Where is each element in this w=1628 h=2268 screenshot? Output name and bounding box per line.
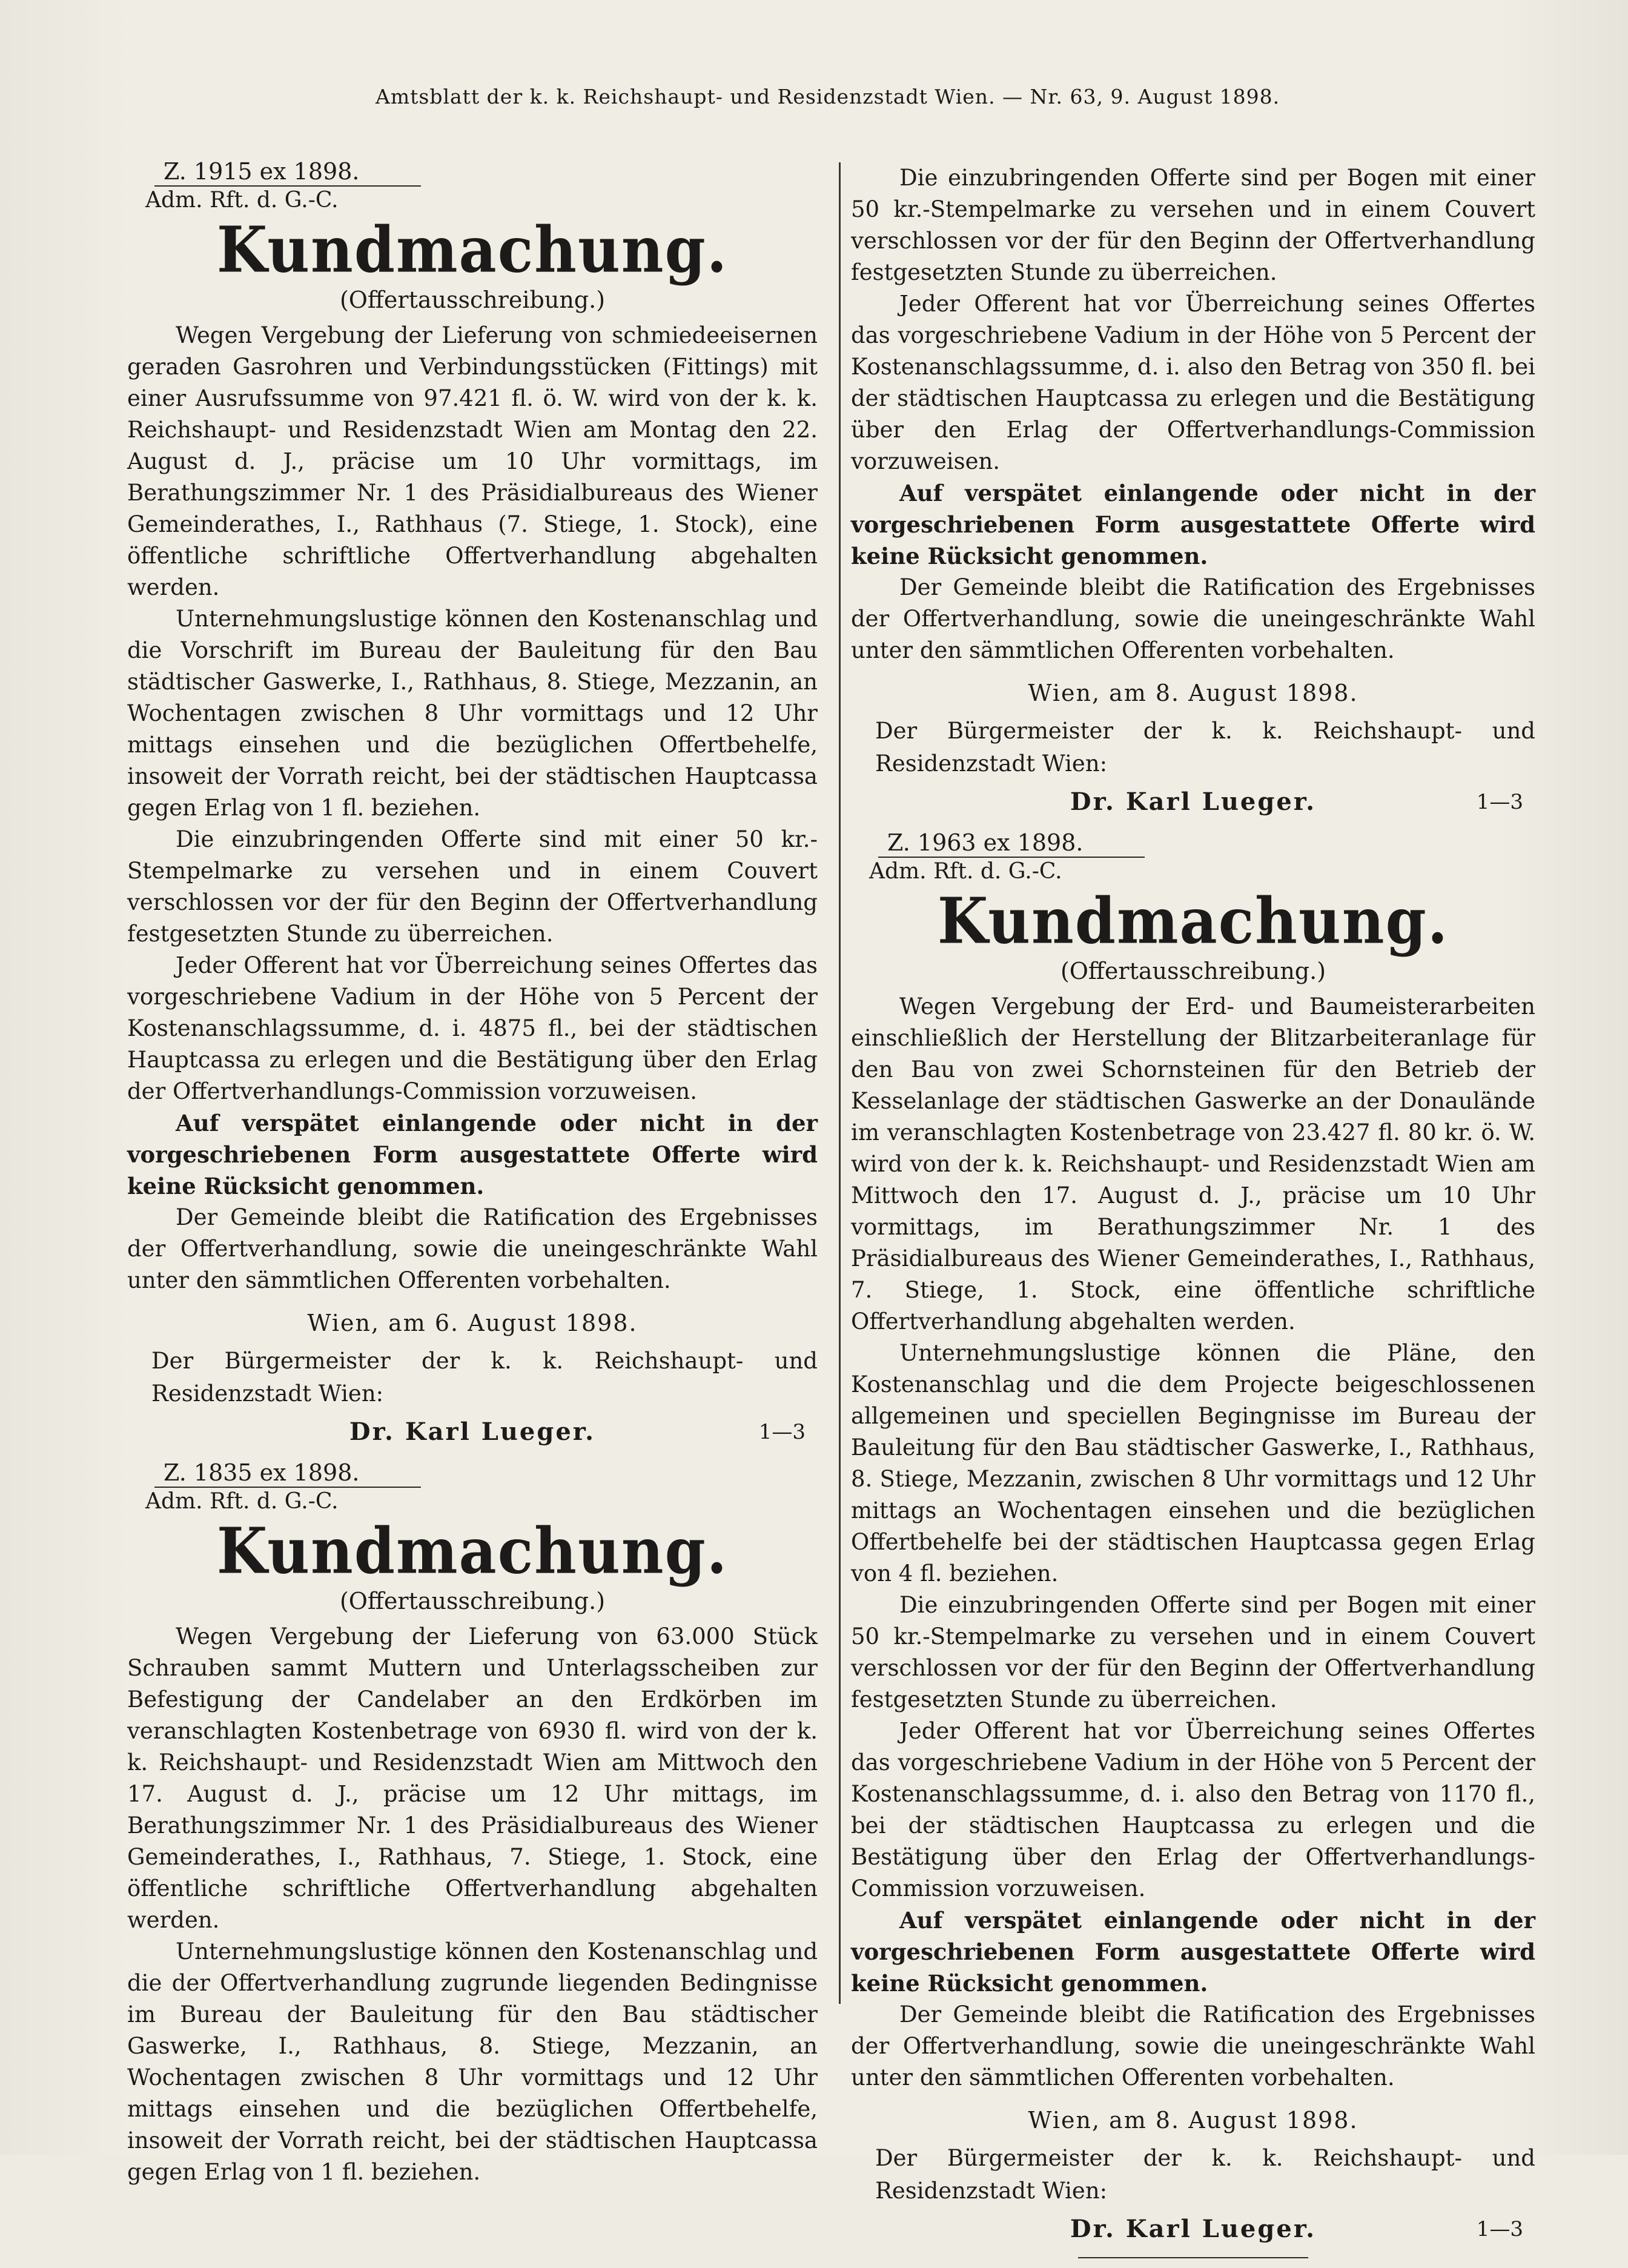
notice-paragraph: Wegen Vergebung der Lieferung von 63.000 Stück Schrauben sammt Muttern und Unterlagsscheiben zur Befestigung der Candelaber an den Erdkörben im veranschlagten Kostenbetrage von 6930 fl. wird von der k. k. Reichshaupt- und Residenzstadt Wien am Mittwoch den 17. August d. J., präcise um 12 Uhr mittags, im Berathungszimmer Nr. 1 des Präsidialbureaus des Wiener Gemeinderathes, I., Rathhaus, 7. Stiege, 1. Stock, eine öffentliche schriftliche Offertverhandlung abgehalten werden. [127,1623,818,1933]
notice-paragraph: Unternehmungslustige können den Kostenanschlag und die Vorschrift im Bureau der Bauleitung für den Bau städtischer Gaswerke, I., Rathhaus, 8. Stiege, Mezzanin, an Wochentagen zwischen 8 Uhr vormittags und 12 Uhr mittags einsehen und die bezüglichen Offertbehelfe, insoweit der Vorrath reicht, bei der städtischen Hauptcassa gegen Erlag von 1 fl. beziehen. [127,606,818,821]
end-divider [1078,2257,1308,2258]
notice-title: Kundmachung. [216,1514,729,1588]
left-column [127,158,818,2188]
notice-date: Wien, am 8. August 1898. [1028,2107,1358,2134]
notice-number: Z. 1835 ex 1898. [164,1459,360,1486]
signature-row [127,1414,818,1450]
notice-paragraph: Jeder Offerent hat vor Überreichung seines Offertes das vorgeschriebene Vadium in der Höhe von 5 Percent der Kostenanschlagssumme, d. i. also den Betrag von 350 fl. bei der städtischen Hauptcassa zu erlegen und die Bestätigung über den Erlag der Offertverhandlungs-Commission vorzuweisen. [851,291,1535,474]
column-divider [839,162,841,2004]
reference-number: 1—3 [758,1420,806,1444]
signature: Dr. Karl Lueger. [1070,2215,1317,2243]
notice-1835-continuation [851,162,1535,820]
notice-paragraph: Der Gemeinde bleibt die Ratification des Ergebnisses der Offertverhandlung, sowie die uneingeschränkte Wahl unter den sämmtlichen Offerenten vorbehalten. [851,2001,1535,2091]
notice-paragraph: Unternehmungslustige können die Pläne, den Kostenanschlag und die dem Projecte beigeschlossenen allgemeinen und speciellen Begingnisse im Bureau der Bauleitung für den Bau städtischer Gaswerke, I., Rathhaus, 8. Stiege, Mezzanin, zwischen 8 Uhr vormittags und 12 Uhr mittags an Wochentagen einsehen und die bezüglichen Offertbehelfe bei der städtischen Hauptcassa gegen Erlag von 4 fl. beziehen. [851,1340,1535,1587]
reference-number: 1—3 [1476,790,1523,814]
notice-paragraph: Jeder Offerent hat vor Überreichung seines Offertes das vorgeschriebene Vadium in der Höhe von 5 Percent der Kostenanschlagssumme, d. i. 4875 fl., bei der städtischen Hauptcassa zu erlegen und die Bestätigung über den Erlag der Offertverhandlungs-Commission vorzuweisen. [127,952,818,1104]
page-header: Amtsblatt der k. k. Reichshaupt- und Residenzstadt Wien. — Nr. 63, 9. August 1898. [376,85,1280,108]
notice-title: Kundmachung. [216,213,729,287]
notice-paragraph: Die einzubringenden Offerte sind per Bogen mit einer 50 kr.-Stempelmarke zu versehen und in einem Couvert verschlossen vor der für den Beginn der Offertverhandlung festgesetzten Stunde zu überreichen. [851,1592,1535,1713]
mayor-line: Der Bürgermeister der k. k. Reichshaupt- und Residenzstadt Wien: [875,718,1535,777]
notice-paragraph-bold: Auf verspätet einlangende oder nicht in der vorgeschriebenen Form ausgestattete Offerte wird keine Rücksicht genommen. [851,1907,1535,1997]
notice-subtitle: (Offertausschreibung.) [339,1588,606,1614]
notice-date: Wien, am 8. August 1898. [1028,680,1358,706]
right-column [851,162,1535,2268]
notice-1963 [851,829,1535,2258]
notice-paragraph: Wegen Vergebung der Lieferung von schmiedeeisernen geraden Gasrohren und Verbindungsstücken (Fittings) mit einer Ausrufssumme von 97.421 fl. ö. W. wird von der k. k. Reichshaupt- und Residenzstadt Wien am Montag den 22. August d. J., präcise um 10 Uhr vormittags, im Berathungszimmer Nr. 1 des Präsidialbureaus des Wiener Gemeinderathes, I., Rathhaus (7. Stiege, 1. Stock), eine öffentliche schriftliche Offertverhandlung abgehalten werden. [127,322,818,600]
signature-row [851,2211,1535,2247]
notice-paragraph: Der Gemeinde bleibt die Ratification des Ergebnisses der Offertverhandlung, sowie die uneingeschränkte Wahl unter den sämmtlichen Offerenten vorbehalten. [851,574,1535,663]
mayor-line: Der Bürgermeister der k. k. Reichshaupt- und Residenzstadt Wien: [875,2145,1535,2204]
reference-number: 1—3 [1476,2217,1523,2241]
notice-paragraph-bold: Auf verspätet einlangende oder nicht in der vorgeschriebenen Form ausgestattete Offerte wird keine Rücksicht genommen. [851,480,1535,569]
notice-date: Wien, am 6. August 1898. [307,1310,638,1336]
notice-1915 [127,158,818,1450]
notice-paragraph-bold: Auf verspätet einlangende oder nicht in der vorgeschriebenen Form ausgestattete Offerte wird keine Rücksicht genommen. [127,1110,818,1199]
notice-number: Z. 1915 ex 1898. [164,158,360,185]
signature-row [851,784,1535,820]
notice-number: Z. 1963 ex 1898. [887,829,1084,856]
notice-paragraph: Wegen Vergebung der Erd- und Baumeisterarbeiten einschließlich der Herstellung der Blitzarbeiteranlage für den Bau von zwei Schornsteinen für den Betrieb der Kesselanlage der städtischen Gaswerke an der Donaulände im veranschlagten Kostenbetrage von 23.427 fl. 80 kr. ö. W. wird von der k. k. Reichshaupt- und Residenzstadt Wien am Mittwoch den 17. August d. J., präcise um 10 Uhr vormittags, im Berathungszimmer Nr. 1 des Präsidialbureaus des Wiener Gemeinderathes, I., Rathhaus, 7. Stiege, 1. Stock, eine öffentliche schriftliche Offertverhandlung abgehalten werden. [851,993,1535,1335]
notice-paragraph: Der Gemeinde bleibt die Ratification des Ergebnisses der Offertverhandlung, sowie die uneingeschränkte Wahl unter den sämmtlichen Offerenten vorbehalten. [127,1204,818,1293]
notice-paragraph: Unternehmungslustige können den Kostenanschlag und die der Offertverhandlung zugrunde liegenden Bedingnisse im Bureau der Bauleitung für den Bau städtischer Gaswerke, I., Rathhaus, 8. Stiege, Mezzanin, an Wochentagen zwischen 8 Uhr vormittags und 12 Uhr mittags einsehen und die bezüglichen Offertbehelfe, insoweit der Vorrath reicht, bei der städtischen Hauptcassa gegen Erlag von 1 fl. beziehen. [127,1938,818,2185]
notice-paragraph: Die einzubringenden Offerte sind per Bogen mit einer 50 kr.-Stempelmarke zu versehen und in einem Couvert verschlossen vor der für den Beginn der Offertverhandlung festgesetzten Stunde zu überreichen. [851,165,1535,285]
notice-department: Adm. Rft. d. G.-C. [145,188,339,213]
signature: Dr. Karl Lueger. [349,1418,596,1446]
notice-title: Kundmachung. [937,884,1449,958]
notice-subtitle: (Offertausschreibung.) [1060,958,1326,984]
signature: Dr. Karl Lueger. [1070,788,1317,816]
notice-paragraph: Jeder Offerent hat vor Überreichung seines Offertes das vorgeschriebene Vadium in der Höhe von 5 Percent der Kostenanschlagssumme, d. i. also den Betrag von 1170 fl., bei der städtischen Hauptcassa zu erlegen und die Bestätigung über den Erlag der Offertverhandlungs-Commission vorzuweisen. [851,1718,1535,1902]
mayor-line: Der Bürgermeister der k. k. Reichshaupt- und Residenzstadt Wien: [151,1348,818,1407]
notice-department: Adm. Rft. d. G.-C. [145,1489,339,1514]
notice-subtitle: (Offertausschreibung.) [339,287,606,313]
notice-department: Adm. Rft. d. G.-C. [869,859,1062,884]
notice-paragraph: Die einzubringenden Offerte sind mit einer 50 kr.-Stempelmarke zu versehen und in einem Couvert verschlossen vor der für den Beginn der Offertverhandlung festgesetzten Stunde zu überreichen. [127,826,818,947]
notice-1835 [127,1459,818,2188]
